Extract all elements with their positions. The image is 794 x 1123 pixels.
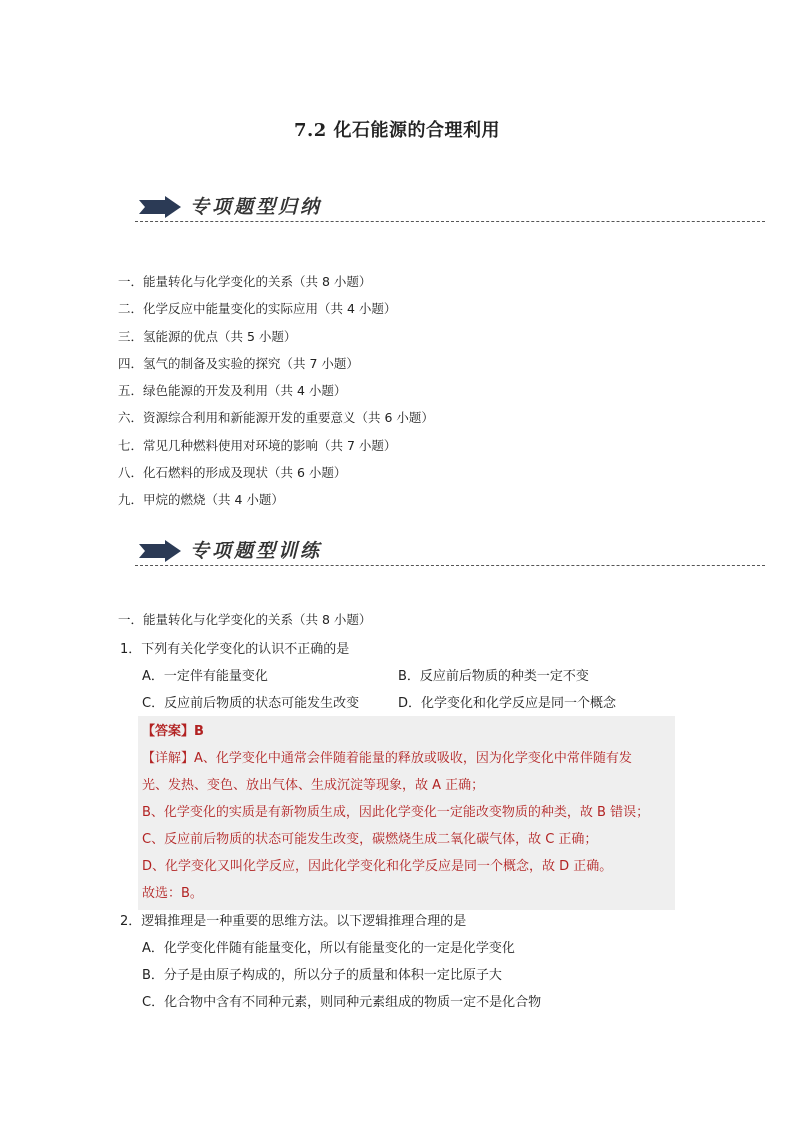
dashed-divider	[135, 221, 765, 222]
section-heading: 一．能量转化与化学变化的关系（共 8 小题）	[118, 612, 372, 627]
option-b: B．分子是由原子构成的，所以分子的质量和体积一定比原子大	[142, 968, 502, 983]
option-c: C．反应前后物质的状态可能发生改变	[142, 696, 360, 711]
toc-item[interactable]: 七．常见几种燃料使用对环境的影响（共 7 小题）	[118, 437, 397, 453]
toc-item[interactable]: 三．氢能源的优点（共 5 小题）	[118, 328, 297, 344]
explanation-line: 【详解】A、化学变化中通常会伴随着能量的释放或吸收，因为化学变化中常伴随有发	[142, 751, 632, 766]
question-stem: 2．逻辑推理是一种重要的思维方法。以下逻辑推理合理的是	[120, 914, 467, 929]
toc-item[interactable]: 九．甲烷的燃烧（共 4 小题）	[118, 492, 284, 508]
conclusion-line: 故选：B。	[142, 886, 203, 901]
banner-label: 专项题型训练	[190, 540, 323, 562]
banner-label: 专项题型归纳	[190, 196, 323, 218]
option-d: D．化学变化和化学反应是同一个概念	[398, 696, 617, 711]
option-b: B．反应前后物质的种类一定不变	[398, 669, 589, 684]
page-title: 7.2 化石能源的合理利用	[293, 120, 501, 141]
arrow-icon	[139, 540, 181, 562]
section-banner-summary	[135, 188, 765, 228]
answer-label: 【答案】B	[142, 724, 204, 739]
toc-item[interactable]: 五．绿色能源的开发及利用（共 4 小题）	[118, 383, 347, 399]
section-banner-training	[135, 532, 765, 572]
explanation-line: D、化学变化又叫化学反应，因此化学变化和化学反应是同一个概念，故 D 正确。	[142, 859, 613, 874]
toc-item[interactable]: 六．资源综合利用和新能源开发的重要意义（共 6 小题）	[118, 410, 434, 426]
question-stem: 1．下列有关化学变化的认识不正确的是	[120, 642, 350, 657]
toc-item[interactable]: 八．化石燃料的形成及现状（共 6 小题）	[118, 465, 347, 481]
toc-list	[118, 272, 434, 518]
arrow-icon	[139, 196, 181, 218]
toc-item[interactable]: 二．化学反应中能量变化的实际应用（共 4 小题）	[118, 301, 397, 317]
explanation-line: C、反应前后物质的状态可能发生改变，碳燃烧生成二氧化碳气体，故 C 正确；	[142, 832, 598, 847]
dashed-divider	[135, 565, 765, 566]
toc-item[interactable]: 四．氢气的制备及实验的探究（共 7 小题）	[118, 355, 359, 371]
toc-item[interactable]: 一．能量转化与化学变化的关系（共 8 小题）	[118, 274, 372, 289]
option-a: A．化学变化伴随有能量变化，所以有能量变化的一定是化学变化	[142, 941, 515, 956]
explanation-line: B、化学变化的实质是有新物质生成，因此化学变化一定能改变物质的种类，故 B 错误；	[142, 805, 650, 820]
explanation-line: 光、发热、变色、放出气体、生成沉淀等现象，故 A 正确；	[142, 778, 485, 793]
option-c: C．化合物中含有不同种元素，则同种元素组成的物质一定不是化合物	[142, 995, 542, 1010]
option-a: A．一定伴有能量变化	[142, 669, 268, 684]
